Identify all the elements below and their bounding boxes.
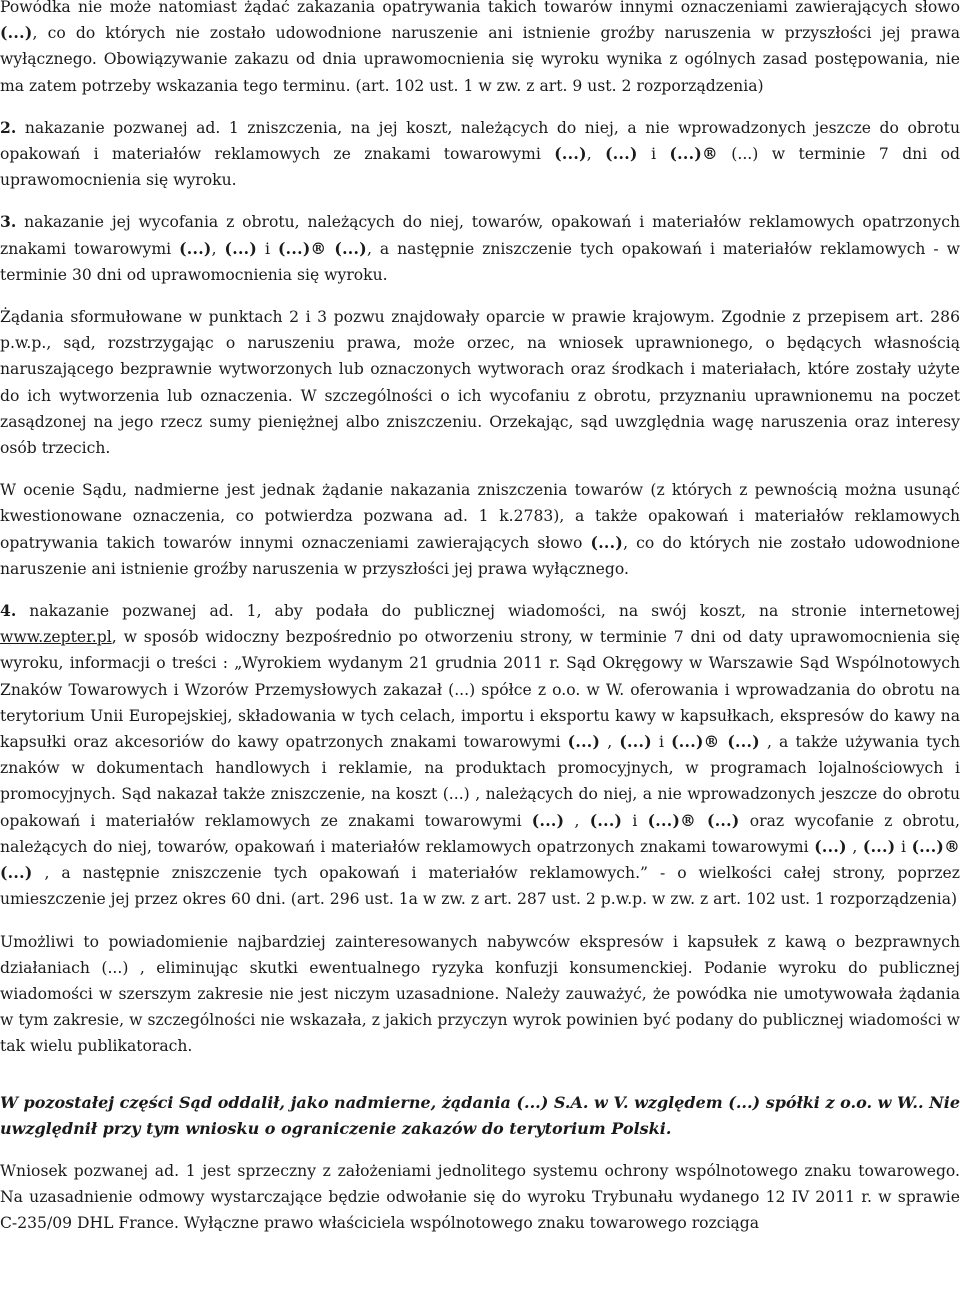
text: oraz wycofanie z obrotu, należących do niej, towarów, opakowań i materiałów reklamowych opatrzonych znakami towarowymi — [0, 811, 960, 856]
website-link[interactable]: www.zepter.pl — [0, 628, 112, 647]
paragraph-8-bold-italic: W pozostałej części Sąd oddalił, jako nadmierne, żądania (...) S.A. w V. względem (...) spółki z o.o. w W.. Nie uwzględnił przy tym wniosku o ograniczenie zakazów do terytorium Polski. — [0, 1092, 960, 1138]
text: , a także używania tych znaków w dokumentach handlowych i reklamie, na produktach promocyjnych, w programach lojalnościowych i promocyjnych. Sąd nakazał także zniszczenie, na koszt (...) , należących do niej, a nie wprowadzonych jeszcze do obrotu opakowań i materiałów reklamowych ze znakami towarowymi — [0, 733, 960, 830]
redacted-mark: (...)® — [669, 144, 718, 164]
redacted-mark: (...) — [554, 144, 587, 164]
text: , a następnie zniszczenie tych opakowań i materiałów reklamowych.” - o wielkości całej strony, poprzez umieszczenie jej przez okres 60 dni. (art. 296 ust. 1a w zw. z art. 287 ust. 2 p.w.p. w zw. z art. 102 ust. 1 rozporządzenia) — [0, 864, 960, 909]
redacted-mark: (...) — [567, 732, 601, 752]
redacted-mark: (...) — [619, 732, 652, 752]
paragraph-4: Żądania sformułowane w punktach 2 i 3 pozwu znajdowały oparcie w prawie krajowym. Zgodnie z przepisem art. 286 p.w.p., sąd, rozstrzygając o naruszeniu prawa, może orzec, na wniosek uprawnionego, o będących własnością naruszającego bezprawnie wytworzonych lub oznaczonych wytworach oraz środkach i materiałach, które zostały użyte do ich wytworzenia lub oznaczenia. W szczególności o ich wycofaniu z obrotu, przyznaniu uprawnionemu na poczet zasądzonej na jego rzecz sumy pieniężnej albo zniszczeniu. Orzekając, sąd uwzględnia wagę naruszenia oraz interesy osób trzecich. — [0, 308, 960, 458]
paragraph-5 — [0, 477, 960, 582]
paragraph-7: Umożliwi to powiadomienie najbardziej zainteresowanych nabywców ekspresów i kapsułek z kawą o bezprawnych działaniach (...) , eliminując skutki ewentualnego ryzyka konfuzji konsumenckiej. Podanie wyroku do publicznej wiadomości w szerszym zakresie nie jest niczym uzasadnione. Należy zauważyć, że powódka nie umotywowała żądania w tym zakresie, w szczególności nie wskazała, z jakich przyczyn wyrok powinien być podany do publicznej wiadomości w tak wielu publikatorach. — [0, 932, 960, 1056]
point-number: 4. — [0, 601, 17, 621]
redacted-mark: (...) — [589, 810, 623, 830]
text: nakazanie jej wycofania z obrotu, należących do niej, towarów, opakowań i materiałów reklamowych opatrzonych znakami towarowymi — [0, 213, 960, 258]
paragraph-3-point: 3. nakazanie jej wycofania z obrotu, należących do niej, towarów, opakowań i materiałów reklamowych opatrzonych znakami towarowymi (...), (...) i (...)® (...), a następnie zniszczenie tych opakowań i materiałów reklamowych - w terminie 30 dni od uprawomocnienia się wyroku. — [0, 212, 960, 284]
paragraph-2-point: 2. nakazanie pozwanej ad. 1 zniszczenia, na jej koszt, należących do niej, a nie wprowadzonych jeszcze do obrotu opakowań i materiałów reklamowych ze znakami towarowymi (...), (...) i (...)® (...) w terminie 7 dni od uprawomocnienia się wyroku. — [0, 117, 960, 190]
redacted-mark: (...) — [605, 144, 638, 164]
paragraph-9: Wniosek pozwanej ad. 1 jest sprzeczny z założeniami jednolitego systemu ochrony wspólnotowego znaku towarowego. Na uzasadnienie odmowy wystarczające będzie odwołanie się do wyroku Trybunału wydanego 12 IV 2011 r. w sprawie C-235/09 DHL France. Wyłączne prawo właściciela wspólnotowego znaku towarowego rozciąga — [0, 1161, 960, 1233]
redacted-mark: (...)® (...) — [647, 810, 740, 830]
redacted-mark: (...) — [814, 836, 847, 856]
redacted-mark: (...) — [0, 23, 33, 43]
redacted-mark: (...) — [334, 238, 367, 258]
text: , w sposób widoczny bezpośrednio po otworzeniu strony, w terminie 7 dni od daty uprawomocnienia się wyroku, informacji o treści : „Wyrokiem wydanym 21 grudnia 2011 r. Sąd Okręgowy w Warszawie Sąd Wspólnotowych Znaków Towarowych i Wzorów Przemysłowych zakazał (...) spółce z o.o. w W. oferowania i wprowadzania do obrotu na terytorium Unii Europejskiej, składowania w tych celach, importu i eksportu kawy w kapsułkach, ekspresów do kawy na kapsułki oraz akcesoriów do kawy opatrzonych znakami towarowymi — [0, 628, 960, 752]
redacted-mark: (...)® (...) — [671, 732, 760, 752]
text: Powódka nie może natomiast żądać zakazania opatrywania takich towarów innymi oznaczeniami zawierających słowo — [0, 0, 960, 16]
redacted-mark: (...) — [224, 238, 258, 258]
redacted-mark: (...) — [179, 238, 212, 258]
text: nakazanie pozwanej ad. 1, aby podała do publicznej wiadomości, na swój koszt, na stronie internetowej — [16, 602, 960, 621]
redacted-mark: (...) — [862, 836, 896, 856]
text: , a następnie zniszczenie tych opakowań i materiałów reklamowych - w terminie 30 dni od uprawomocnienia się wyroku. — [0, 239, 960, 284]
redacted-mark: (...)® (...) — [0, 836, 960, 883]
redacted-mark: (...) — [590, 532, 624, 552]
paragraph-1 — [0, 0, 960, 99]
text: , co do których nie zostało udowodnione naruszenie ani istnienie groźby naruszenia w przyszłości jej prawa wyłącznego. — [0, 533, 960, 578]
redacted-mark: (...)® — [277, 238, 327, 258]
text: nakazanie pozwanej ad. 1 zniszczenia, na jej koszt, należących do niej, a nie wprowadzonych jeszcze do obrotu opakowań i materiałów reklamowych ze znakami towarowymi — [0, 118, 960, 164]
point-number: 3. — [0, 212, 17, 232]
redacted-mark: (...) — [531, 810, 565, 830]
point-number: 2. — [0, 117, 17, 137]
text: , co do których nie zostało udowodnione naruszenie ani istnienie groźby naruszenia w przyszłości jej prawa wyłącznego. Obowiązywanie zakazu od dnia uprawomocnienia się wyroku wynika z ogólnych zasad postępowania, nie ma zatem potrzeby wskazania tego terminu. (art. 102 ust. 1 w zw. z art. 9 ust. 2 rozporządzenia) — [0, 24, 960, 95]
paragraph-6-point: 4. nakazanie pozwanej ad. 1, aby podała do publicznej wiadomości, na swój koszt, na stronie internetowej www.zepter.pl, w sposób widoczny bezpośrednio po otworzeniu strony, w terminie 7 dni od daty uprawomocnienia się wyroku, informacji o treści : „Wyrokiem wydanym 21 grudnia 2011 r. Sąd Okręgowy w Warszawie Sąd Wspólnotowych Znaków Towarowych i Wzorów Przemysłowych zakazał (...) spółce z o.o. w W. oferowania i wprowadzania do obrotu na terytorium Unii Europejskiej, składowania w tych celach, importu i eksportu kawy w kapsułkach, ekspresów do kawy na kapsułki oraz akcesoriów do kawy opatrzonych znakami towarowymi (...) , (...) i (...)® (...) , a także używania tych znaków w dokumentach handlowych i reklamie, na produktach promocyjnych, w programach lojalnościowych i promocyjnych. Sąd nakazał także zniszczenie, na koszt (...) , należących do niej, a nie wprowadzonych jeszcze do obrotu opakowań i materiałów reklamowych ze znakami towarowymi (...) , (...) i (...)® (...) oraz wycofanie z obrotu, należących do niej, towarów, opakowań i materiałów reklamowych opatrzonych znakami towarowymi (...) , (...) i (...)® (...) , a następnie zniszczenie tych opakowań i materiałów reklamowych.” - o wielkości całej strony, poprzez umieszczenie jej przez okres 60 dni. (art. 296 ust. 1a w zw. z art. 287 ust. 2 p.w.p. w zw. z art. 102 ust. 1 rozporządzenia) — [0, 601, 960, 909]
text: W ocenie Sądu, nadmierne jest jednak żądanie nakazania zniszczenia towarów (z których z pewnością można usunąć kwestionowane oznaczenia, co potwierdza pozwana ad. 1 k.2783), a także opakowań i materiałów reklamowych opatrywania takich towarów innymi oznaczeniami zawierających słowo — [0, 481, 960, 552]
text: (...) w terminie 7 dni od uprawomocnienia się wyroku. — [0, 145, 960, 190]
